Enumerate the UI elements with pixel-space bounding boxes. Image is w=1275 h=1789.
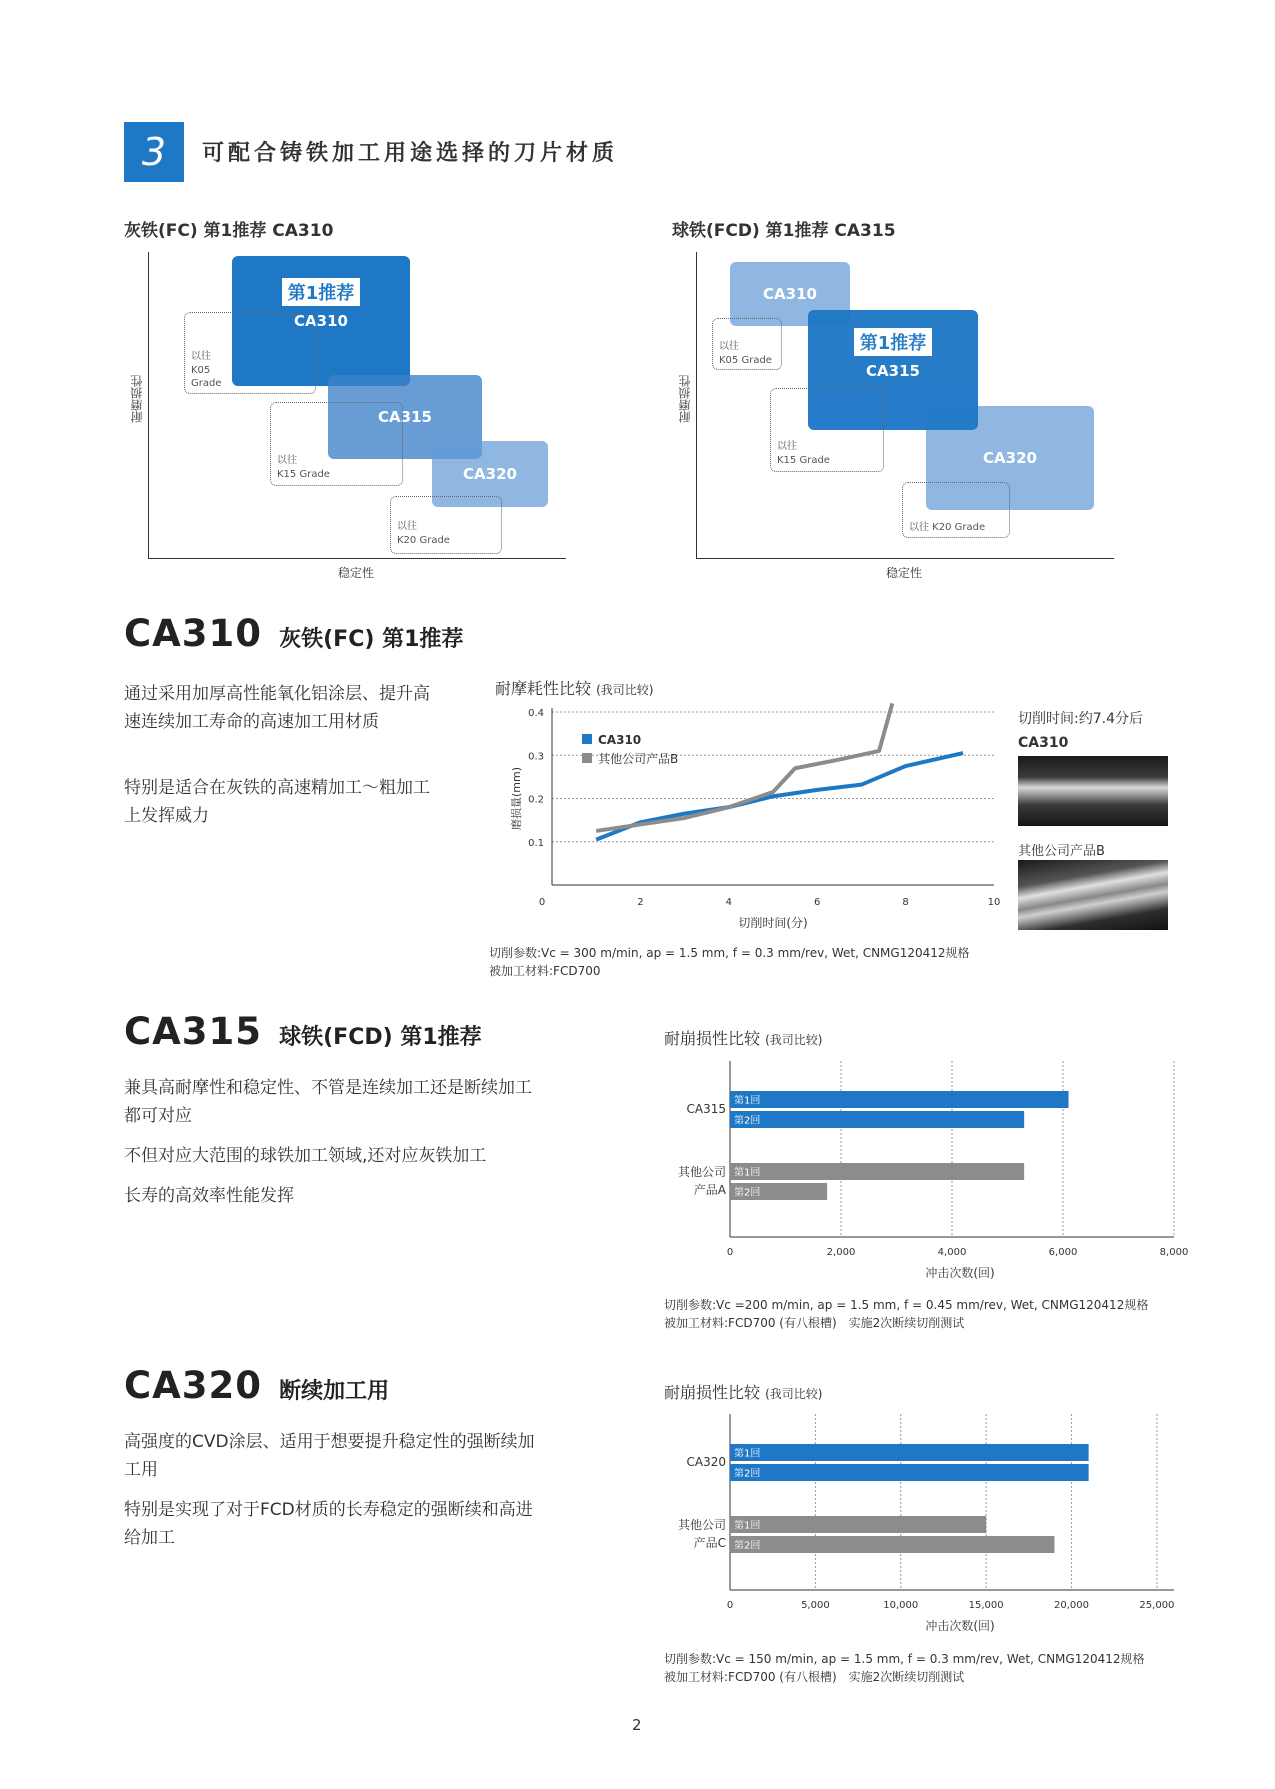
ca315-name: CA315 [124,1010,263,1053]
box-label: CA310 [294,312,348,330]
box-label: CA320 [463,465,517,483]
y-tick-label: 0.2 [528,794,544,806]
ca310-chart-title: 耐摩耗性比较 (我司比较) [495,679,654,698]
x-tick-label: 20,000 [1054,1600,1090,1611]
ca320-heading [124,1364,389,1407]
ca320-desc-1: 高强度的CVD涂层、适用于想要提升稳定性的强断续加工用 [124,1432,535,1480]
category-label: CA320 [686,1455,726,1469]
bar [730,1444,1089,1461]
legend-swatch [582,734,592,744]
map-fcd-old-k15: 以往 K15 Grade [770,388,884,472]
legend-swatch [582,753,592,763]
ca315-desc-3: 长寿的高效率性能发挥 [124,1186,294,1206]
section-title: 可配合铸铁加工用途选择的刀片材质 [202,141,619,166]
map-fcd-title: 球铁(FCD) 第1推荐 CA315 [672,221,896,241]
map-fcd-y-axis [696,252,697,558]
bar [730,1163,1024,1180]
recommend-badge: 第1推荐 [854,328,933,356]
ca315-note-1: 切削参数:Vc =200 m/min, ap = 1.5 mm, f = 0.45 mm/rev, Wet, CNMG120412规格 [664,1298,1149,1312]
x-tick-label: 10,000 [883,1600,919,1611]
bar-label: 第2回 [734,1540,761,1552]
section-number: 3 [124,122,184,182]
map-fcd-old-k20: 以往 K20 Grade [902,482,1010,538]
legend-label: 其他公司产品B [598,752,679,766]
category-label: 产品A [693,1183,726,1197]
y-axis-label: 磨损量(mm) [510,766,523,831]
category-label: 其他公司 [677,1518,726,1532]
x-tick-label: 4,000 [937,1247,967,1258]
map-fcd-xlabel: 稳定性 [886,566,923,580]
map-fc-y-axis [148,252,149,558]
ca315-bar-chart [660,1055,1189,1285]
wear-line-chart [470,700,1010,930]
series-line-ca310 [596,753,963,840]
ca310-desc-2: 特别是适合在灰铁的高速精加工～粗加工上发挥威力 [124,778,430,826]
x-tick-label: 6 [814,897,821,908]
x-tick-label: 8 [902,897,909,908]
ca315-subtitle: 球铁(FCD) 第1推荐 [279,1025,482,1050]
x-tick-label: 4 [725,897,732,908]
ca320-name: CA320 [124,1364,263,1407]
map-fc-ylabel: 耐磨损性 [130,375,144,423]
legend-label: CA310 [598,733,642,747]
y-tick-label: 0.1 [528,837,544,849]
category-label: 其他公司 [677,1165,726,1179]
ca320-chart-title: 耐崩损性比较 (我司比较) [664,1383,823,1402]
page-number: 2 [632,1716,642,1734]
x-tick-label: 10 [987,897,1001,908]
ca315-heading [124,1010,482,1053]
ca320-subtitle: 断续加工用 [279,1379,390,1404]
x-axis-label: 冲击次数(回) [925,1266,995,1280]
box-label: CA315 [378,408,432,426]
map-fc-xlabel: 稳定性 [338,566,375,580]
x-tick-label: 2,000 [826,1247,856,1258]
bar-label: 第2回 [734,1115,761,1127]
x-axis-label: 切削时间(分) [738,916,808,930]
ca310-name: CA310 [124,612,263,655]
bar-label: 第1回 [734,1448,761,1460]
photo1-label: CA310 [1018,735,1069,751]
bar-label: 第1回 [734,1095,761,1107]
ca310-subtitle: 灰铁(FC) 第1推荐 [279,627,464,652]
box-label: CA310 [763,285,817,303]
y-tick-label: 0.3 [528,751,544,763]
bar [730,1516,986,1533]
x-tick-label: 0 [726,1600,734,1611]
ca310-note-2: 被加工材料:FCD700 [489,964,601,978]
bar-label: 第1回 [734,1167,761,1179]
photo-other-b-insert [1018,860,1168,930]
box-label: CA320 [983,449,1037,467]
ca310-desc-1: 通过采用加厚高性能氧化铝涂层、提升高速连续加工寿命的高速加工用材质 [124,684,430,732]
ca315-chart-title: 耐崩损性比较 (我司比较) [664,1029,823,1048]
map-fc-old-k15: 以往 K15 Grade [270,402,403,486]
recommend-badge: 第1推荐 [282,278,361,306]
x-tick-label: 25,000 [1139,1600,1175,1611]
x-tick-label: 8,000 [1159,1247,1189,1258]
bar [730,1091,1069,1108]
bar-label: 第2回 [734,1468,761,1480]
bar-label: 第2回 [734,1187,761,1199]
x-tick-label: 0 [538,897,546,908]
x-axis-label: 冲击次数(回) [925,1619,995,1633]
ca310-heading [124,612,463,655]
x-tick-label: 2 [637,897,644,908]
x-tick-label: 5,000 [801,1600,830,1611]
map-fcd-ylabel: 耐磨损性 [678,375,692,423]
bar [730,1464,1089,1481]
ca315-desc-1: 兼具高耐摩性和稳定性、不管是连续加工还是断续加工都可对应 [124,1078,532,1126]
map-fc-old-k05: 以往 K05 Grade [184,312,316,394]
map-fcd-x-axis [696,558,1114,559]
map-fc-title: 灰铁(FC) 第1推荐 CA310 [124,221,334,241]
bar [730,1536,1054,1553]
map-fc-x-axis [148,558,566,559]
photo2-label: 其他公司产品B [1018,844,1105,859]
box-label: CA315 [866,362,920,380]
series-line-other-b [596,703,892,831]
y-tick-label: 0.4 [528,708,544,719]
ca320-note-1: 切削参数:Vc = 150 m/min, ap = 1.5 mm, f = 0.3 mm/rev, Wet, CNMG120412规格 [664,1652,1145,1666]
bar [730,1111,1024,1128]
ca320-bar-chart [660,1408,1180,1638]
ca315-note-2: 被加工材料:FCD700 (有八根槽) 实施2次断续切削测试 [664,1316,965,1330]
x-tick-label: 15,000 [968,1600,1004,1611]
map-fcd-old-k05: 以往 K05 Grade [712,318,782,370]
category-label: 产品C [693,1536,726,1550]
ca320-note-2: 被加工材料:FCD700 (有八根槽) 实施2次断续切削测试 [664,1670,965,1684]
ca310-note-1: 切削参数:Vc = 300 m/min, ap = 1.5 mm, f = 0.3 mm/rev, Wet, CNMG120412规格 [489,946,970,960]
ca320-desc-2: 特别是实现了对于FCD材质的长寿稳定的强断续和高进给加工 [124,1500,533,1548]
photo-ca310-insert [1018,756,1168,826]
bar-label: 第1回 [734,1520,761,1532]
x-tick-label: 6,000 [1048,1247,1078,1258]
category-label: CA315 [686,1102,726,1116]
x-tick-label: 0 [726,1247,734,1258]
ca315-desc-2: 不但对应大范围的球铁加工领域,还对应灰铁加工 [124,1146,487,1166]
photo-caption: 切削时间:约7.4分后 [1018,711,1143,727]
map-fc-old-k20: 以往 K20 Grade [390,496,502,554]
